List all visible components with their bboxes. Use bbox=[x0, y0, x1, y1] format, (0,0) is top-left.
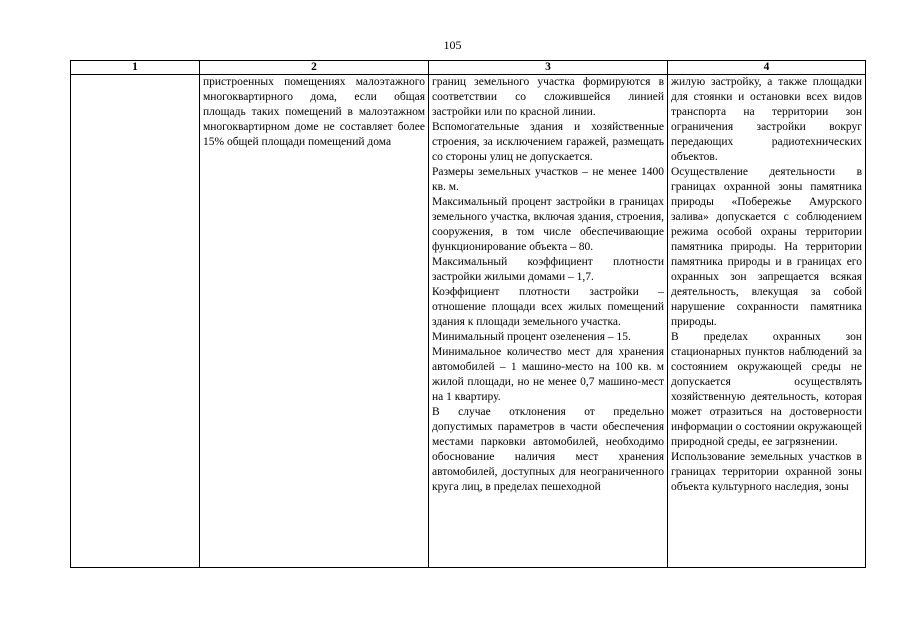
column-header-4: 4 bbox=[668, 61, 866, 75]
table-header-row bbox=[71, 61, 866, 75]
paragraph: границ земельного участка формируются в соответствии со сложившейся линией застройки или по красной линии. bbox=[432, 76, 664, 118]
paragraph: Размеры земельных участков – не менее 1400 кв. м. bbox=[432, 166, 664, 193]
column-header-2: 2 bbox=[200, 61, 429, 75]
paragraph: Максимальный коэффициент плотности застройки жилыми домами – 1,7. bbox=[432, 256, 664, 283]
table-row bbox=[71, 75, 866, 568]
cell-column-3 bbox=[429, 75, 668, 568]
paragraph: В пределах охранных зон стационарных пунктов наблюдений за состоянием окружающей среды не допускается осуществлять хозяйственную деятельность, которая может отразиться на достоверности информации о состоянии окружающей природной среды, ее загрязнении. bbox=[671, 331, 862, 448]
paragraph: Минимальное количество мест для хранения автомобилей – 1 машино-место на 100 кв. м жилой площади, но не менее 0,7 машино-мест на 1 квартиру. bbox=[432, 346, 664, 403]
page-number: 105 bbox=[443, 38, 462, 52]
paragraph: В случае отклонения от предельно допустимых параметров в части обеспечения местами парковки автомобилей, необходимо обоснование наличия мест хранения автомобилей, доступных для неограниченного круга лиц, в пределах пешеходной bbox=[432, 406, 664, 493]
paragraph: Использование земельных участков в границах территории охранной зоны объекта культурного наследия, зоны bbox=[671, 451, 862, 493]
paragraph: Коэффициент плотности застройки – отношение площади всех жилых помещений здания к площади земельного участка. bbox=[432, 286, 664, 328]
paragraph: пристроенных помещениях малоэтажного многоквартирного дома, если общая площадь таких помещений в малоэтажном многоквартирном доме не составляет более 15% общей площади помещений дома bbox=[203, 76, 425, 148]
regulations-table bbox=[70, 60, 866, 568]
paragraph: Максимальный процент застройки в границах земельного участка, включая здания, строения, сооружения, в том числе обеспечивающие функционирование объекта – 80. bbox=[432, 196, 664, 253]
cell-column-1 bbox=[71, 75, 200, 568]
cell-column-4 bbox=[668, 75, 866, 568]
column-header-3: 3 bbox=[429, 61, 668, 75]
paragraph: Вспомогательные здания и хозяйственные строения, за исключением гаражей, размещать со стороны улиц не допускается. bbox=[432, 121, 664, 163]
column-header-1: 1 bbox=[71, 61, 200, 75]
paragraph: Осуществление деятельности в границах охранной зоны памятника природы «Побережье Амурского залива» допускается с соблюдением режима особой охраны территории памятника природы. На территории памятника природы и в границах его охранных зон запрещается всякая деятельность, влекущая за собой нарушение сохранности памятника природы. bbox=[671, 166, 862, 328]
paragraph: жилую застройку, а также площадки для стоянки и остановки всех видов транспорта на территории зон ограничения застройки вокруг передающих радиотехнических объектов. bbox=[671, 76, 862, 163]
cell-column-2 bbox=[200, 75, 429, 568]
paragraph: Минимальный процент озеленения – 15. bbox=[432, 331, 631, 343]
